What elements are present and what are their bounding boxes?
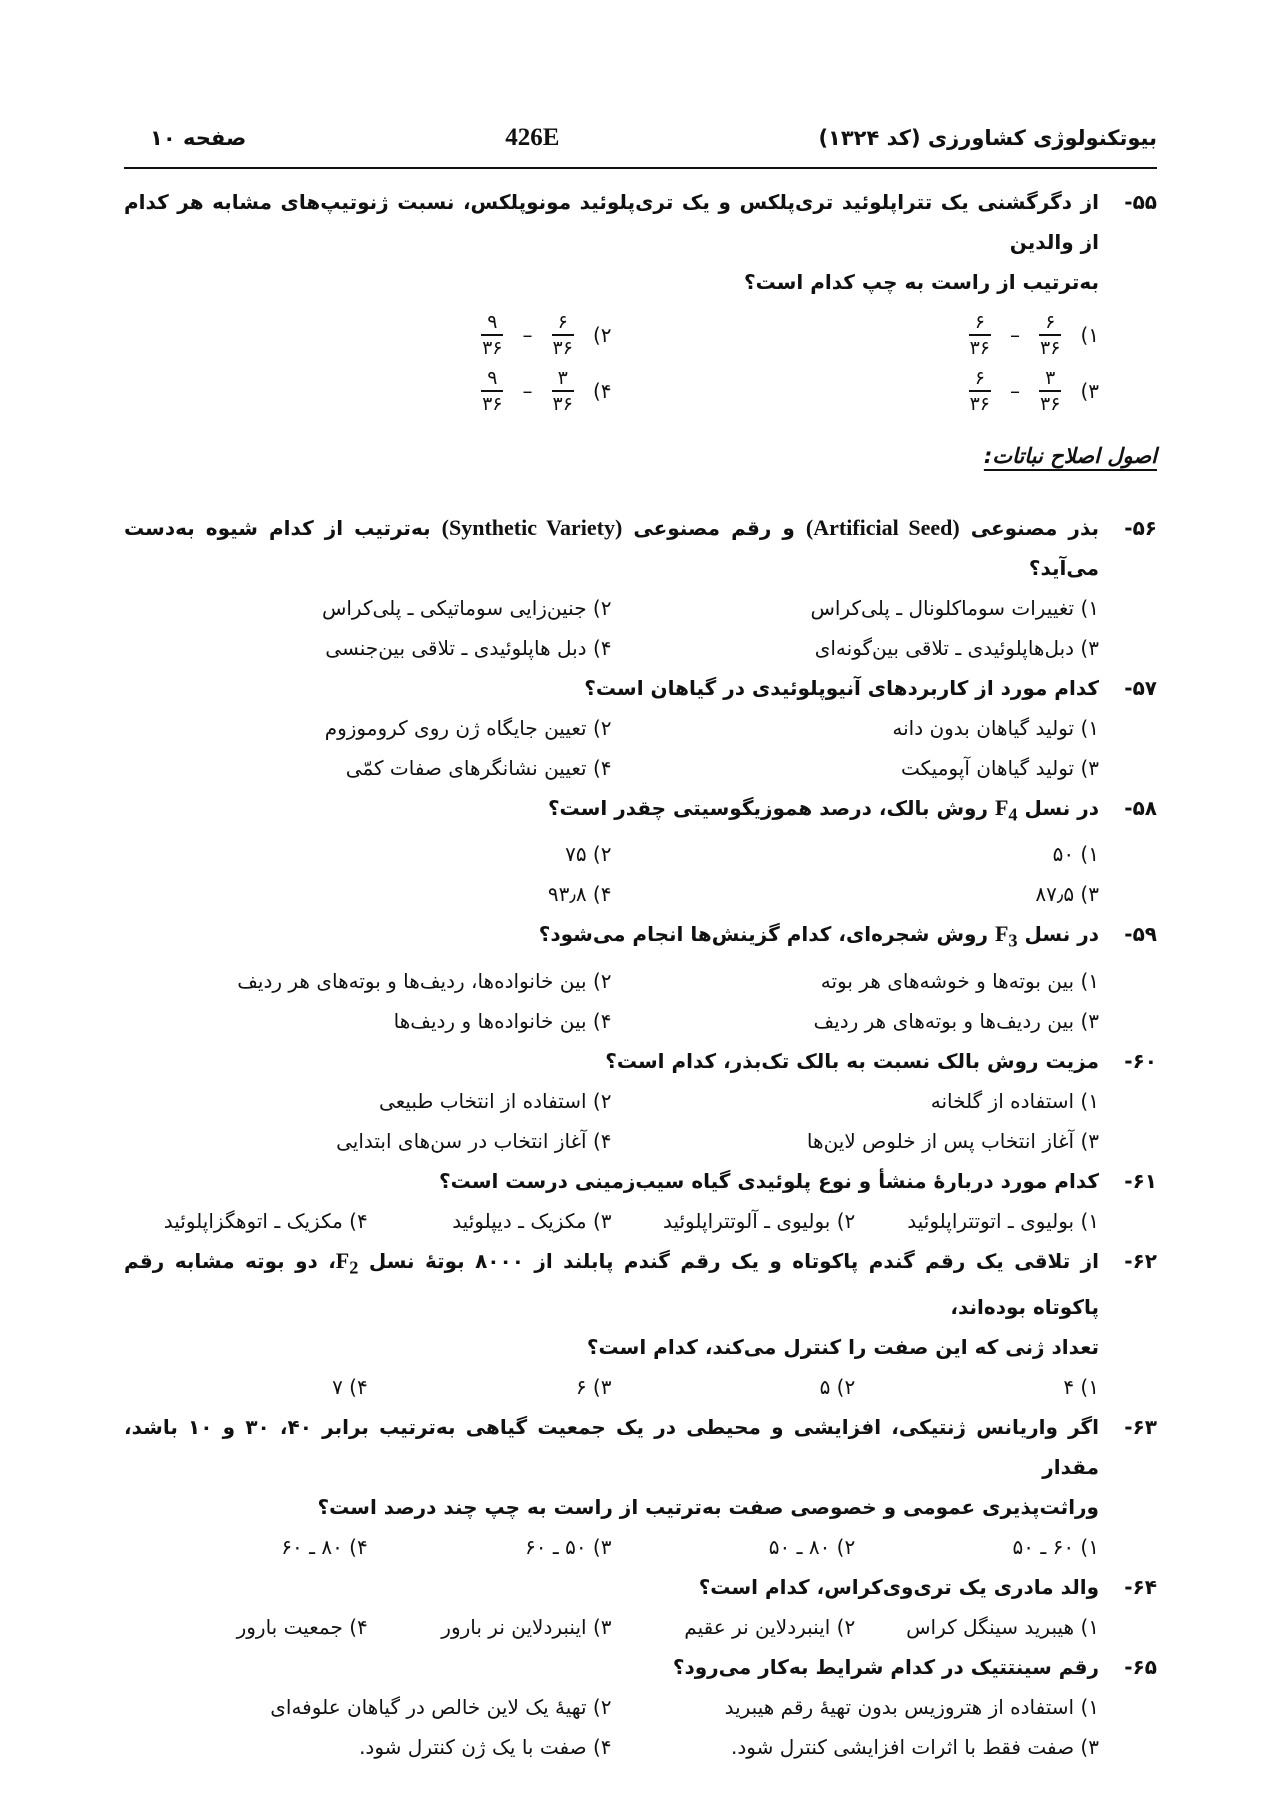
options <box>124 1687 1157 1767</box>
option-2[interactable]: ۲) بولیوی ـ آلوتتراپلوئید <box>662 1208 856 1233</box>
denominator: ۳۶ <box>482 393 503 415</box>
option-label: ۱) <box>1080 323 1099 347</box>
fraction <box>547 366 579 416</box>
denominator: ۳۶ <box>552 337 573 359</box>
text-part: از تلاقی یک رقم گندم پاکوتاه و یک رقم گندم پابلند از ۸۰۰۰ بوتهٔ نسل <box>368 1248 1100 1273</box>
header-title: بیوتکنولوژی کشاورزی (کد ۱۳۲۴) <box>818 126 1157 150</box>
option-1[interactable]: ۱) هیبرید سینگل کراس <box>906 1615 1099 1640</box>
option-1[interactable]: ۱) ۵۰ <box>1052 842 1099 867</box>
option-3[interactable]: ۳) ۸۷٫۵ <box>1035 882 1099 907</box>
question-56 <box>124 508 1157 668</box>
option-1[interactable]: ۱) استفاده از گلخانه <box>930 1088 1099 1113</box>
question-number: ۵۷- <box>1124 676 1157 700</box>
question-text: رقم سینتتیک در کدام شرایط به‌کار می‌رود؟ <box>672 1655 1099 1680</box>
option-3[interactable]: ۳) ۶ <box>575 1375 612 1400</box>
numerator: ۹ <box>481 366 503 392</box>
question-text <box>124 914 1099 960</box>
dash: – <box>1010 379 1021 403</box>
option-1[interactable] <box>612 310 1100 360</box>
generation-letter: F <box>335 1247 350 1273</box>
numerator: ۶ <box>969 366 991 392</box>
option-4[interactable]: ۴) جمعیت بارور <box>236 1615 368 1640</box>
option-2[interactable]: ۲) تعیین جایگاه ژن روی کروموزوم <box>324 716 612 740</box>
option-3[interactable]: ۳) صفت فقط با اثرات افزایشی کنترل شود. <box>731 1735 1099 1760</box>
option-4[interactable]: ۴) تعیین نشانگرهای صفات کمّی <box>345 756 612 780</box>
denominator: ۳۶ <box>482 337 503 359</box>
generation-label <box>994 921 1018 951</box>
numerator: ۶ <box>969 310 991 336</box>
option-4[interactable]: ۴) مکزیک ـ اتوهگزاپلوئید <box>163 1208 368 1233</box>
generation-subscript: 4 <box>1008 804 1018 825</box>
question-65 <box>124 1647 1157 1767</box>
question-number: ۶۲- <box>1124 1248 1157 1273</box>
option-3[interactable]: ۳) ۵۰ ـ ۶۰ <box>525 1535 612 1560</box>
denominator: ۳۶ <box>969 337 991 359</box>
question-63 <box>124 1407 1157 1567</box>
option-2[interactable]: ۲) ۵ <box>819 1375 856 1400</box>
question-57 <box>124 668 1157 788</box>
header-page-number: صفحه ۱۰ <box>150 126 247 150</box>
denominator: ۳۶ <box>1040 337 1061 359</box>
question-text: والد مادری یک تری‌وی‌کراس، کدام است؟ <box>698 1575 1099 1600</box>
option-1[interactable]: ۱) استفاده از هتروزیس بدون تهیهٔ رقم هیبرید <box>724 1695 1099 1720</box>
option-4[interactable]: ۴) صفت با یک ژن کنترل شود. <box>359 1735 612 1760</box>
question-60 <box>124 1041 1157 1161</box>
denominator: ۳۶ <box>1040 393 1061 415</box>
question-text <box>124 1241 1099 1327</box>
english-term: (Artificial Seed) <box>805 515 960 540</box>
question-62 <box>124 1241 1157 1407</box>
option-2[interactable]: ۲) جنین‌زایی سوماتیکی ـ پلی‌کراس <box>321 596 612 620</box>
option-4[interactable]: ۴) بین خانواده‌ها و ردیف‌ها <box>393 1008 612 1033</box>
option-4[interactable]: ۴) ۷ <box>332 1375 368 1400</box>
generation-letter: F <box>994 795 1009 820</box>
question-number: ۶۱- <box>1124 1168 1157 1193</box>
section-title: اصول اصلاح نباتات: <box>983 444 1157 468</box>
numerator: ۶ <box>1039 310 1061 336</box>
fraction <box>476 366 508 416</box>
fraction <box>476 310 508 360</box>
option-4[interactable]: ۴) ۹۳٫۸ <box>547 882 612 907</box>
question-number: ۵۸- <box>1124 796 1157 820</box>
generation-label <box>994 795 1018 825</box>
question-text: کدام مورد از کاربردهای آنیوپلوئیدی در گیاهان است؟ <box>584 676 1099 700</box>
question-text: اگر واریانس ژنتیکی، افزایشی و محیطی در یک جمعیت گیاهی به‌ترتیب برابر ۴۰، ۳۰ و ۱۰ باشد، مقدار <box>124 1415 1100 1480</box>
option-2[interactable]: ۲) بین خانواده‌ها، ردیف‌ها و بوته‌های هر ردیف <box>237 968 612 993</box>
option-2[interactable]: ۲) تهیهٔ یک لاین خالص در گیاهان علوفه‌ای <box>270 1695 612 1720</box>
option-1[interactable]: ۱) ۴ <box>1063 1375 1099 1400</box>
numerator: ۶ <box>552 310 574 336</box>
option-4[interactable]: ۴) دبل هاپلوئیدی ـ تلاقی بین‌جنسی <box>325 636 612 660</box>
dash: – <box>522 323 533 347</box>
option-3[interactable]: ۳) بین ردیف‌ها و بوته‌های هر ردیف <box>813 1008 1099 1033</box>
option-2[interactable] <box>124 310 612 360</box>
options <box>124 961 1157 1041</box>
numerator: ۹ <box>481 310 503 336</box>
option-1[interactable]: ۱) بولیوی ـ اتوتتراپلوئید <box>907 1208 1099 1233</box>
numerator: ۳ <box>552 366 574 392</box>
question-64 <box>124 1567 1157 1647</box>
question-number: ۵۶- <box>1124 516 1157 540</box>
text-part: به‌ترتیب از کدام شیوه به‌دست می‌آید؟ <box>124 516 1099 580</box>
question-number: ۵۹- <box>1124 922 1157 947</box>
dash: – <box>1010 323 1021 347</box>
option-4[interactable]: ۴) آغاز انتخاب در سن‌های ابتدایی <box>336 1128 612 1153</box>
option-3[interactable]: ۳) تولید گیاهان آپومیکت <box>900 756 1099 780</box>
option-1[interactable]: ۱) بین بوته‌ها و خوشه‌های هر بوته <box>820 968 1099 993</box>
text-part: بذر مصنوعی <box>970 516 1100 540</box>
question-number: ۶۴- <box>1124 1575 1157 1600</box>
options <box>124 1607 1157 1647</box>
options <box>124 1527 1157 1567</box>
question-number: ۵۵- <box>1124 190 1157 214</box>
option-3[interactable]: ۳) اینبردلاین نر بارور <box>441 1615 612 1640</box>
option-2[interactable]: ۲) ۷۵ <box>565 842 612 867</box>
question-55 <box>124 182 1157 416</box>
text-part: و رقم مصنوعی <box>633 516 795 540</box>
options <box>124 1367 1157 1407</box>
fraction <box>1034 310 1066 360</box>
question-text-cont: تعداد ژنی که این صفت را کنترل می‌کند، کدام است؟ <box>586 1335 1099 1360</box>
header-divider <box>124 167 1157 169</box>
question-number: ۶۰- <box>1124 1048 1157 1073</box>
option-label: ۴) <box>592 379 612 403</box>
options <box>124 588 1157 668</box>
options <box>124 1201 1157 1241</box>
option-2[interactable]: ۲) ۸۰ ـ ۵۰ <box>768 1535 856 1560</box>
question-61 <box>124 1161 1157 1241</box>
denominator: ۳۶ <box>552 393 573 415</box>
text-part: روش شجره‌ای، کدام گزینش‌ها انجام می‌شود؟ <box>538 922 988 947</box>
questions <box>124 182 1157 1767</box>
denominator: ۳۶ <box>969 393 991 415</box>
generation-label <box>335 1247 359 1278</box>
question-text: کدام مورد دربارهٔ منشأ و نوع پلوئیدی گیاه سیب‌زمینی درست است؟ <box>439 1168 1099 1193</box>
question-text: مزیت روش بالک نسبت به بالک تک‌بذر، کدام است؟ <box>605 1048 1099 1073</box>
question-58 <box>124 788 1157 914</box>
fraction <box>964 366 996 416</box>
question-text <box>124 508 1099 588</box>
question-text: از دگرگشنی یک تتراپلوئید تری‌پلکس و یک تری‌پلوئید مونوپلکس، نسبت ژنوتیپ‌های مشابه هر کدام از والدین <box>124 190 1099 254</box>
options <box>124 1081 1157 1161</box>
option-4[interactable]: ۴) ۸۰ ـ ۶۰ <box>281 1535 368 1560</box>
page-header <box>150 118 1157 158</box>
question-text-cont: به‌ترتیب از راست به چپ کدام است؟ <box>743 270 1099 294</box>
dash: – <box>522 379 533 403</box>
fraction <box>547 310 579 360</box>
text-part: روش بالک، درصد هموزیگوسیتی چقدر است؟ <box>547 796 988 820</box>
options <box>124 834 1157 914</box>
fraction <box>964 310 996 360</box>
option-2[interactable]: ۲) استفاده از انتخاب طبیعی <box>379 1088 612 1113</box>
text-part: در نسل <box>1024 796 1099 820</box>
option-3[interactable]: ۳) دبل‌هاپلوئیدی ـ تلاقی بین‌گونه‌ای <box>814 636 1099 660</box>
generation-letter: F <box>994 921 1009 947</box>
question-number: ۶۳- <box>1124 1415 1157 1440</box>
text-part: ، دو بوته مشابه رقم پاکوتاه بوده‌اند، <box>124 1248 1099 1320</box>
option-label: ۳) <box>1080 379 1099 403</box>
generation-subscript: 3 <box>1008 930 1018 951</box>
options <box>124 708 1157 788</box>
text-part: در نسل <box>1024 922 1099 947</box>
option-3[interactable]: ۳) آغاز انتخاب پس از خلوص لاین‌ها <box>806 1128 1099 1153</box>
header-code: 426E <box>505 124 560 151</box>
question-number: ۶۵- <box>1124 1655 1157 1680</box>
option-1[interactable]: ۱) ۶۰ ـ ۵۰ <box>1012 1535 1099 1560</box>
option-3[interactable]: ۳) مکزیک ـ دیپلوئید <box>452 1208 612 1233</box>
question-59 <box>124 914 1157 1040</box>
option-1[interactable]: ۱) تغییرات سوماکلونال ـ پلی‌کراس <box>810 596 1099 620</box>
fraction <box>1034 366 1066 416</box>
option-4[interactable] <box>124 366 612 416</box>
question-text-cont: وراثت‌پذیری عمومی و خصوصی صفت به‌ترتیب از راست به چپ چند درصد است؟ <box>317 1495 1099 1520</box>
option-1[interactable]: ۱) تولید گیاهان بدون دانه <box>892 716 1099 740</box>
option-2[interactable]: ۲) اینبردلاین نر عقیم <box>684 1615 856 1640</box>
option-label: ۲) <box>592 323 612 347</box>
english-term: (Synthetic Variety) <box>441 515 623 540</box>
generation-subscript: 2 <box>349 1257 359 1278</box>
option-3[interactable] <box>612 366 1100 416</box>
numerator: ۳ <box>1039 366 1061 392</box>
fraction-options <box>124 310 1157 416</box>
question-text <box>124 788 1099 834</box>
